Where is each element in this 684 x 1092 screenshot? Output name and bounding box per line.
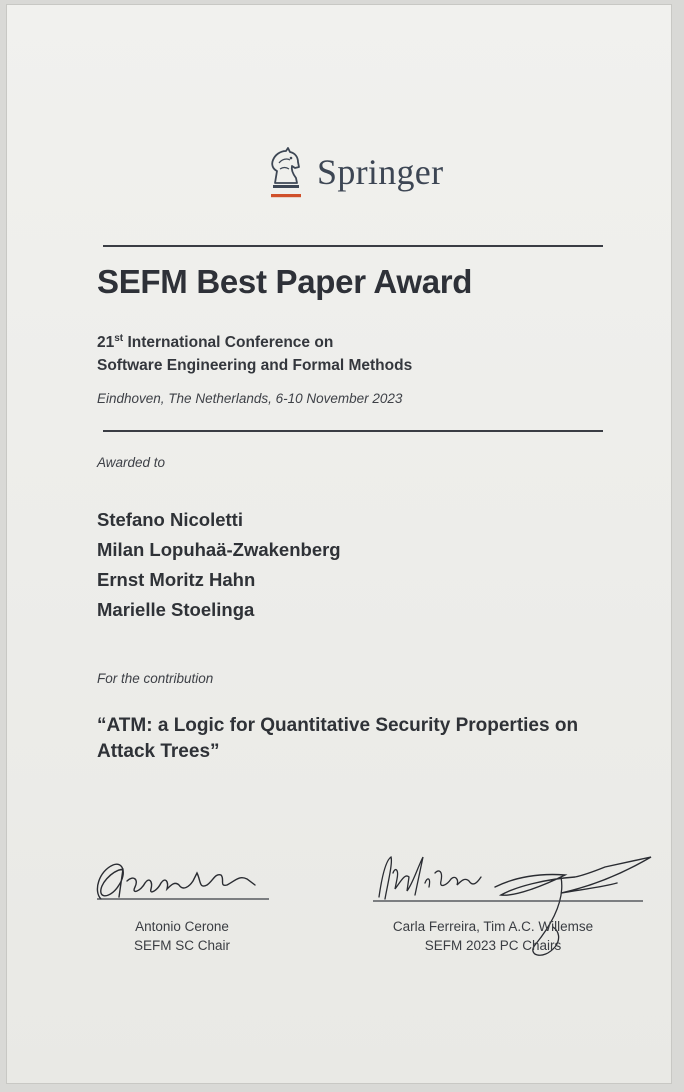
conference-line-2: Software Engineering and Formal Methods: [97, 357, 413, 375]
middle-rule: [103, 430, 603, 432]
author-name: Stefano Nicoletti: [97, 509, 243, 530]
top-rule: [103, 245, 603, 247]
signatory-left: [107, 917, 257, 955]
author-name: Ernst Moritz Hahn: [97, 569, 256, 590]
award-title: SEFM Best Paper Award: [97, 263, 473, 300]
author-name: Marielle Stoelinga: [97, 599, 255, 620]
signatory-left-role: SEFM SC Chair: [133, 938, 231, 953]
location-date: Eindhoven, The Netherlands, 6-10 November 2023: [97, 391, 403, 406]
signature-left: [89, 851, 279, 911]
contribution-title: “ATM: a Logic for Quantitative Security Properties on Attack Trees”: [97, 715, 579, 762]
author-name: Milan Lopuhaä-Zwakenberg: [97, 539, 341, 560]
signatory-right-names: Carla Ferreira, Tim A.C. Willemse: [392, 919, 594, 934]
author-list: [97, 505, 341, 625]
conference-name: [97, 327, 412, 377]
signatory-right-role: SEFM 2023 PC Chairs: [424, 938, 562, 953]
logo-text: Springer: [317, 152, 444, 192]
chess-knight-icon: [265, 145, 305, 201]
certificate-paper: [6, 4, 672, 1084]
contribution-label: For the contribution: [97, 671, 214, 686]
awarded-label: Awarded to: [97, 455, 166, 470]
springer-logo: [265, 145, 465, 205]
conference-line-1: 21st International Conference on: [97, 333, 334, 352]
signatory-left-name: Antonio Cerone: [135, 919, 229, 934]
signatory-right: [363, 917, 623, 955]
